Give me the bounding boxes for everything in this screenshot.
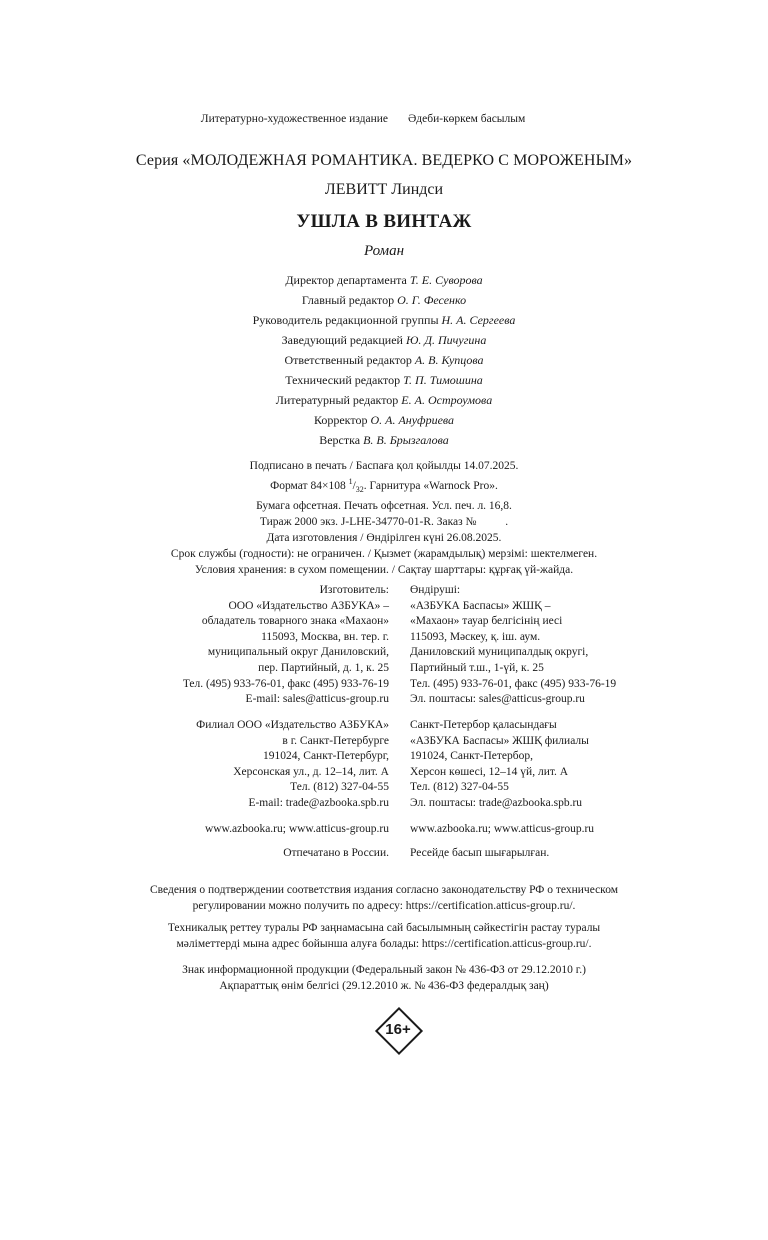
author-name: ЛЕВИТТ Линдси xyxy=(324,181,444,198)
branch-ru-line: Херсонская ул., д. 12–14, лит. А xyxy=(233,765,389,778)
websites-ru: www.azbooka.ru; www.atticus-group.ru xyxy=(204,823,389,835)
manufacturer-kz-line: Даниловский муниципалдық округі, xyxy=(410,646,589,659)
staff-line xyxy=(0,410,768,430)
certification-note-ru-line: регулировании можно получить по адресу: https://certification.atticus-group.ru/. xyxy=(192,900,576,912)
staff-name: Н. А. Сергеева xyxy=(441,313,516,327)
manufacturer-ru-line: обладатель товарного знака «Махаон» xyxy=(201,615,389,628)
manufacturer-ru-line: Изготовитель: xyxy=(319,584,389,596)
info-product-note xyxy=(0,962,768,994)
certification-note-kz xyxy=(0,920,768,952)
staff-name: О. А. Ануфриева xyxy=(370,413,455,427)
staff-name: Т. П. Тимошина xyxy=(403,373,483,387)
branch-kz-line: «АЗБУКА Баспасы» ЖШҚ филиалы xyxy=(410,734,589,747)
format-suffix: . Гарнитура «Warnock Pro». xyxy=(363,479,498,492)
staff-name: А. В. Купцова xyxy=(414,353,484,367)
info-product-kz: Ақпараттық өнім белгісі (29.12.2010 ж. № 436-ФЗ федералдық заң) xyxy=(219,980,549,992)
manufacturer-kz-line: «Махаон» тауар белгісінің иесі xyxy=(410,615,563,628)
staff-name: Ю. Д. Пичугина xyxy=(405,333,487,347)
branch-kz-line: Херсон көшесі, 12–14 үй, лит. А xyxy=(410,765,569,778)
branch-ru-email: E-mail: trade@azbooka.spb.ru xyxy=(248,796,389,809)
branch-kz xyxy=(410,718,589,812)
edition-type-ru: Литературно-художественное издание xyxy=(200,113,388,125)
manufacturer-kz-email: Эл. поштасы: sales@atticus-group.ru xyxy=(410,693,585,706)
staff-line xyxy=(0,430,768,450)
format-prefix: Формат 84×108 xyxy=(270,479,346,492)
book-genre: Роман xyxy=(363,243,405,259)
branch-kz-email: Эл. поштасы: trade@azbooka.spb.ru xyxy=(410,796,583,809)
edition-type-kz: Әдеби-көркем басылым xyxy=(408,113,526,125)
certification-note-kz-line: Техникалық реттеу туралы РФ заңнамасына сай басылымның сәйкестігін растау туралы xyxy=(167,922,601,934)
staff-line xyxy=(0,290,768,310)
staff-name: В. В. Брызгалова xyxy=(363,433,449,447)
storage-conditions: Условия хранения: в сухом помещении. / Сақтау шарттары: құрғақ үй-жайда. xyxy=(194,564,574,577)
manufacturer-ru-line: ООО «Издательство АЗБУКА» – xyxy=(228,599,389,612)
format-numerator: 1 xyxy=(348,477,353,486)
manufacturer-ru-line: 115093, Москва, вн. тер. г. xyxy=(261,630,389,643)
branch-kz-line: Тел. (812) 327-04-55 xyxy=(410,781,509,794)
format-denominator: 32 xyxy=(355,485,364,495)
staff-role: Корректор xyxy=(313,413,368,427)
staff-role: Верстка xyxy=(319,433,361,447)
staff-name: О. Г. Фесенко xyxy=(397,293,467,307)
manufacturer-kz-line: «АЗБУКА Баспасы» ЖШҚ – xyxy=(410,599,551,612)
run-line: Тираж 2000 экз. J-LHE-34770-01-R. Заказ № . xyxy=(259,516,509,529)
staff-role: Главный редактор xyxy=(301,293,395,307)
staff-role: Директор департамента xyxy=(285,273,407,287)
manufacturer-ru-email: E-mail: sales@atticus-group.ru xyxy=(245,693,389,706)
certification-note-kz-line: мәліметтерді мына адрес бойынша алуға болады: https://certification.atticus-group.ru/. xyxy=(176,938,592,950)
age-rating-badge xyxy=(376,1008,420,1052)
branch-ru-line: Тел. (812) 327-04-55 xyxy=(290,781,389,794)
staff-line xyxy=(0,330,768,350)
branch-ru-line: в г. Санкт-Петербурге xyxy=(282,734,389,747)
manufacturer-ru-line: муниципальный округ Даниловский, xyxy=(207,646,389,659)
manufacture-date: Дата изготовления / Өндірілген күні 26.08.2025. xyxy=(266,532,502,545)
websites-kz: www.azbooka.ru; www.atticus-group.ru xyxy=(410,823,595,835)
staff-role: Ответственный редактор xyxy=(284,353,412,367)
paper-line: Бумага офсетная. Печать офсетная. Усл. печ. л. 16,8. xyxy=(256,500,512,513)
manufacturer-kz xyxy=(410,583,616,708)
staff-name: Е. А. Остроумова xyxy=(401,393,493,407)
certification-note-ru xyxy=(0,882,768,914)
format-separator: / xyxy=(352,479,356,492)
manufacturer-ru-line: Тел. (495) 933-76-01, факс (495) 933-76-19 xyxy=(182,677,389,690)
info-product-ru: Знак информационной продукции (Федеральный закон № 436-ФЗ от 29.12.2010 г.) xyxy=(182,964,586,976)
book-title: УШЛА В ВИНТАЖ xyxy=(296,211,472,232)
staff-role: Технический редактор xyxy=(285,373,401,387)
staff-line xyxy=(0,270,768,290)
branch-ru-line: 191024, Санкт-Петербург, xyxy=(263,750,389,763)
staff-role: Руководитель редакционной группы xyxy=(252,313,439,327)
staff-line xyxy=(0,390,768,410)
printed-in-kz: Ресейде басып шығарылған. xyxy=(410,847,550,859)
manufacturer-ru-line: пер. Партийный, д. 1, к. 25 xyxy=(258,661,389,674)
branch-kz-line: Санкт-Петербор қаласындағы xyxy=(410,719,557,731)
staff-line xyxy=(0,370,768,390)
staff-role: Литературный редактор xyxy=(275,393,399,407)
certification-note-ru-line: Сведения о подтверждении соответствия издания согласно законодательству РФ о техническом xyxy=(149,884,618,896)
staff-credits xyxy=(0,270,768,450)
staff-line xyxy=(0,350,768,370)
manufacturer-ru xyxy=(183,583,389,708)
manufacturer-kz-line: Тел. (495) 933-76-01, факс (495) 933-76-19 xyxy=(410,677,617,690)
format-line xyxy=(0,474,768,498)
print-details xyxy=(0,458,768,578)
manufacturer-kz-line: 115093, Мәскеу, қ. іш. аум. xyxy=(410,630,541,643)
branch-kz-line: 191024, Санкт-Петербор, xyxy=(410,750,533,763)
branch-ru-line: Филиал ООО «Издательство АЗБУКА» xyxy=(196,719,389,731)
shelf-life: Срок службы (годности): не ограничен. / Қызмет (жарамдылық) мерзімі: шектелмеген. xyxy=(170,548,598,561)
staff-role: Заведующий редакцией xyxy=(281,333,403,347)
manufacturer-kz-line: Партийный т.ш., 1-үй, к. 25 xyxy=(410,661,544,674)
signed-date: Подписано в печать / Баспаға қол қойылды 14.07.2025. xyxy=(249,460,519,472)
printed-in-ru: Отпечатано в России. xyxy=(283,847,389,859)
age-rating-label: 16+ xyxy=(385,1021,411,1038)
manufacturer-kz-line: Өндіруші: xyxy=(410,584,461,596)
branch-ru xyxy=(196,718,389,812)
staff-line xyxy=(0,310,768,330)
series-line: Серия «МОЛОДЕЖНАЯ РОМАНТИКА. ВЕДЕРКО С МОРОЖЕНЫМ» xyxy=(135,152,633,169)
staff-name: Т. Е. Суворова xyxy=(409,273,483,287)
